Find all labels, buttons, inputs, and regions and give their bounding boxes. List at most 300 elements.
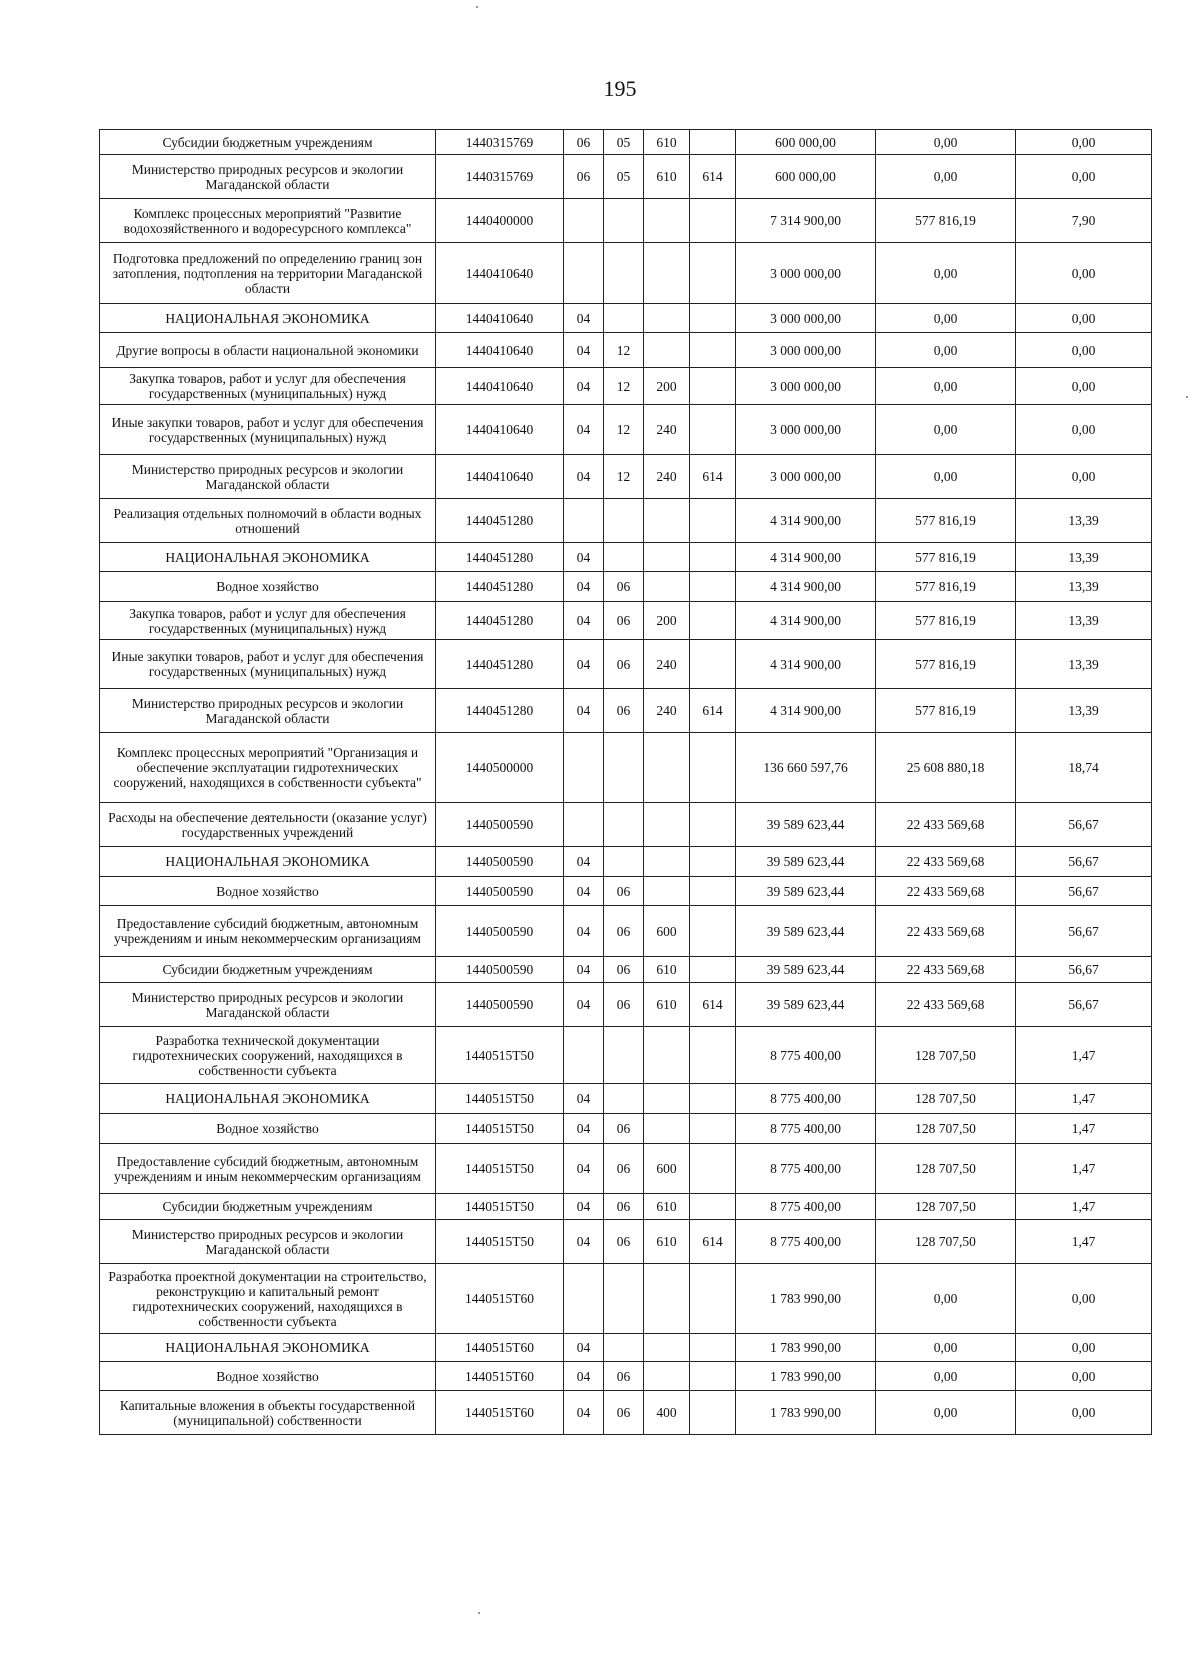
planned-amount: 8 775 400,00 [736, 1220, 876, 1264]
execution-percent: 0,00 [1016, 455, 1152, 499]
subsection-code [604, 1027, 644, 1084]
execution-percent: 56,67 [1016, 877, 1152, 906]
execution-percent: 1,47 [1016, 1144, 1152, 1194]
target-article-code: 1440451280 [436, 640, 564, 689]
expense-type-code [644, 877, 690, 906]
section-code: 04 [564, 957, 604, 983]
administrator-code [690, 368, 736, 405]
table-row [100, 1362, 1152, 1391]
execution-percent: 18,74 [1016, 733, 1152, 803]
table-row [100, 803, 1152, 847]
planned-amount: 3 000 000,00 [736, 243, 876, 304]
table-row [100, 602, 1152, 640]
planned-amount: 1 783 990,00 [736, 1391, 876, 1435]
subsection-code [604, 243, 644, 304]
subsection-code: 12 [604, 368, 644, 405]
section-code [564, 1264, 604, 1334]
scan-speck-side [1186, 396, 1188, 398]
execution-percent: 0,00 [1016, 1334, 1152, 1362]
execution-percent: 0,00 [1016, 405, 1152, 455]
planned-amount: 39 589 623,44 [736, 983, 876, 1027]
planned-amount: 4 314 900,00 [736, 543, 876, 572]
table-row [100, 983, 1152, 1027]
subsection-code: 06 [604, 1220, 644, 1264]
table-row [100, 1084, 1152, 1114]
executed-amount: 577 816,19 [876, 572, 1016, 602]
table-row [100, 1220, 1152, 1264]
expense-type-code [644, 333, 690, 368]
section-code: 04 [564, 640, 604, 689]
scan-speck-top [476, 6, 478, 8]
table-row [100, 199, 1152, 243]
target-article-code: 1440451280 [436, 602, 564, 640]
section-code: 04 [564, 1144, 604, 1194]
expense-type-code [644, 1264, 690, 1334]
target-article-code: 1440410640 [436, 455, 564, 499]
planned-amount: 136 660 597,76 [736, 733, 876, 803]
table-row [100, 572, 1152, 602]
target-article-code: 1440500590 [436, 877, 564, 906]
executed-amount: 0,00 [876, 1334, 1016, 1362]
target-article-code: 1440410640 [436, 243, 564, 304]
section-code: 04 [564, 333, 604, 368]
row-name: Другие вопросы в области национальной экономики [100, 333, 436, 368]
scan-speck-bottom [478, 1612, 480, 1614]
subsection-code: 12 [604, 405, 644, 455]
section-code: 04 [564, 368, 604, 405]
expense-type-code [644, 733, 690, 803]
target-article-code: 1440515T60 [436, 1264, 564, 1334]
section-code: 06 [564, 155, 604, 199]
planned-amount: 39 589 623,44 [736, 877, 876, 906]
table-row [100, 130, 1152, 155]
table-row [100, 1144, 1152, 1194]
executed-amount: 0,00 [876, 405, 1016, 455]
expense-type-code: 400 [644, 1391, 690, 1435]
section-code: 06 [564, 130, 604, 155]
row-name: Предоставление субсидий бюджетным, автономным учреждениям и иным некоммерческим организациям [100, 906, 436, 957]
subsection-code: 06 [604, 572, 644, 602]
executed-amount: 0,00 [876, 1264, 1016, 1334]
planned-amount: 1 783 990,00 [736, 1334, 876, 1362]
table-row [100, 368, 1152, 405]
row-name: Министерство природных ресурсов и экологии Магаданской области [100, 155, 436, 199]
target-article-code: 1440515T60 [436, 1362, 564, 1391]
executed-amount: 0,00 [876, 1391, 1016, 1435]
section-code [564, 1027, 604, 1084]
table-row [100, 455, 1152, 499]
administrator-code [690, 304, 736, 333]
administrator-code [690, 405, 736, 455]
subsection-code: 06 [604, 983, 644, 1027]
subsection-code [604, 1084, 644, 1114]
execution-percent: 0,00 [1016, 243, 1152, 304]
administrator-code [690, 602, 736, 640]
administrator-code: 614 [690, 689, 736, 733]
target-article-code: 1440515T50 [436, 1220, 564, 1264]
subsection-code [604, 1334, 644, 1362]
execution-percent: 13,39 [1016, 543, 1152, 572]
expense-type-code [644, 1362, 690, 1391]
planned-amount: 7 314 900,00 [736, 199, 876, 243]
expense-type-code [644, 304, 690, 333]
target-article-code: 1440315769 [436, 155, 564, 199]
executed-amount: 577 816,19 [876, 602, 1016, 640]
executed-amount: 0,00 [876, 333, 1016, 368]
expense-type-code: 200 [644, 602, 690, 640]
execution-percent: 0,00 [1016, 368, 1152, 405]
section-code: 04 [564, 906, 604, 957]
executed-amount: 128 707,50 [876, 1220, 1016, 1264]
expense-type-code [644, 847, 690, 877]
table-row [100, 333, 1152, 368]
executed-amount: 22 433 569,68 [876, 957, 1016, 983]
expense-type-code: 240 [644, 640, 690, 689]
administrator-code [690, 1084, 736, 1114]
execution-percent: 56,67 [1016, 803, 1152, 847]
execution-percent: 0,00 [1016, 1391, 1152, 1435]
subsection-code: 06 [604, 602, 644, 640]
row-name: Комплекс процессных мероприятий "Организация и обеспечение эксплуатации гидротехнических сооружений, находящихся в собственности субъекта" [100, 733, 436, 803]
section-code [564, 199, 604, 243]
row-name: Министерство природных ресурсов и экологии Магаданской области [100, 689, 436, 733]
planned-amount: 4 314 900,00 [736, 602, 876, 640]
execution-percent: 7,90 [1016, 199, 1152, 243]
administrator-code [690, 1391, 736, 1435]
executed-amount: 22 433 569,68 [876, 906, 1016, 957]
row-name: НАЦИОНАЛЬНАЯ ЭКОНОМИКА [100, 543, 436, 572]
administrator-code [690, 243, 736, 304]
executed-amount: 0,00 [876, 1362, 1016, 1391]
section-code: 04 [564, 983, 604, 1027]
executed-amount: 25 608 880,18 [876, 733, 1016, 803]
executed-amount: 128 707,50 [876, 1084, 1016, 1114]
row-name: НАЦИОНАЛЬНАЯ ЭКОНОМИКА [100, 847, 436, 877]
table-row [100, 155, 1152, 199]
subsection-code: 12 [604, 455, 644, 499]
subsection-code [604, 199, 644, 243]
expense-type-code [644, 499, 690, 543]
planned-amount: 39 589 623,44 [736, 803, 876, 847]
target-article-code: 1440410640 [436, 368, 564, 405]
executed-amount: 128 707,50 [876, 1114, 1016, 1144]
executed-amount: 577 816,19 [876, 199, 1016, 243]
row-name: Расходы на обеспечение деятельности (оказание услуг) государственных учреждений [100, 803, 436, 847]
target-article-code: 1440500590 [436, 957, 564, 983]
subsection-code: 06 [604, 1362, 644, 1391]
planned-amount: 8 775 400,00 [736, 1027, 876, 1084]
subsection-code [604, 803, 644, 847]
executed-amount: 22 433 569,68 [876, 803, 1016, 847]
target-article-code: 1440315769 [436, 130, 564, 155]
execution-percent: 0,00 [1016, 304, 1152, 333]
expense-type-code: 610 [644, 1194, 690, 1220]
administrator-code [690, 733, 736, 803]
row-name: НАЦИОНАЛЬНАЯ ЭКОНОМИКА [100, 304, 436, 333]
target-article-code: 1440515T50 [436, 1114, 564, 1144]
execution-percent: 13,39 [1016, 572, 1152, 602]
execution-percent: 0,00 [1016, 333, 1152, 368]
executed-amount: 22 433 569,68 [876, 847, 1016, 877]
expense-type-code [644, 543, 690, 572]
administrator-code [690, 333, 736, 368]
row-name: Иные закупки товаров, работ и услуг для обеспечения государственных (муниципальных) нужд [100, 405, 436, 455]
section-code: 04 [564, 689, 604, 733]
row-name: Министерство природных ресурсов и экологии Магаданской области [100, 1220, 436, 1264]
execution-percent: 1,47 [1016, 1194, 1152, 1220]
table-row [100, 957, 1152, 983]
section-code [564, 499, 604, 543]
target-article-code: 1440515T50 [436, 1027, 564, 1084]
row-name: Закупка товаров, работ и услуг для обеспечения государственных (муниципальных) нужд [100, 368, 436, 405]
subsection-code: 06 [604, 877, 644, 906]
subsection-code: 05 [604, 130, 644, 155]
row-name: НАЦИОНАЛЬНАЯ ЭКОНОМИКА [100, 1084, 436, 1114]
administrator-code [690, 572, 736, 602]
expense-type-code: 240 [644, 455, 690, 499]
table-row [100, 1114, 1152, 1144]
target-article-code: 1440515T50 [436, 1194, 564, 1220]
row-name: Водное хозяйство [100, 1114, 436, 1144]
section-code: 04 [564, 1362, 604, 1391]
executed-amount: 0,00 [876, 368, 1016, 405]
expense-type-code: 610 [644, 155, 690, 199]
subsection-code: 06 [604, 1114, 644, 1144]
expense-type-code [644, 1114, 690, 1144]
table-row [100, 877, 1152, 906]
expense-type-code: 240 [644, 689, 690, 733]
subsection-code [604, 733, 644, 803]
expense-type-code: 610 [644, 983, 690, 1027]
row-name: Разработка технической документации гидротехнических сооружений, находящихся в собственности субъекта [100, 1027, 436, 1084]
planned-amount: 3 000 000,00 [736, 405, 876, 455]
expense-type-code [644, 803, 690, 847]
planned-amount: 3 000 000,00 [736, 455, 876, 499]
planned-amount: 1 783 990,00 [736, 1264, 876, 1334]
execution-percent: 1,47 [1016, 1220, 1152, 1264]
row-name: Субсидии бюджетным учреждениям [100, 1194, 436, 1220]
executed-amount: 577 816,19 [876, 689, 1016, 733]
administrator-code: 614 [690, 1220, 736, 1264]
expense-type-code: 610 [644, 957, 690, 983]
target-article-code: 1440500590 [436, 906, 564, 957]
target-article-code: 1440515T50 [436, 1084, 564, 1114]
target-article-code: 1440515T60 [436, 1391, 564, 1435]
row-name: Комплекс процессных мероприятий "Развитие водохозяйственного и водоресурсного комплекса" [100, 199, 436, 243]
planned-amount: 600 000,00 [736, 130, 876, 155]
section-code: 04 [564, 1220, 604, 1264]
subsection-code [604, 847, 644, 877]
planned-amount: 4 314 900,00 [736, 640, 876, 689]
subsection-code: 06 [604, 689, 644, 733]
executed-amount: 0,00 [876, 455, 1016, 499]
expense-type-code [644, 243, 690, 304]
subsection-code [604, 543, 644, 572]
administrator-code [690, 906, 736, 957]
row-name: Министерство природных ресурсов и экологии Магаданской области [100, 455, 436, 499]
row-name: Реализация отдельных полномочий в области водных отношений [100, 499, 436, 543]
table-row [100, 689, 1152, 733]
target-article-code: 1440410640 [436, 333, 564, 368]
row-name: НАЦИОНАЛЬНАЯ ЭКОНОМИКА [100, 1334, 436, 1362]
execution-percent: 13,39 [1016, 640, 1152, 689]
table-row [100, 543, 1152, 572]
target-article-code: 1440451280 [436, 572, 564, 602]
execution-percent: 56,67 [1016, 847, 1152, 877]
administrator-code: 614 [690, 455, 736, 499]
executed-amount: 577 816,19 [876, 499, 1016, 543]
row-name: Подготовка предложений по определению границ зон затопления, подтопления на территории Магаданской области [100, 243, 436, 304]
section-code: 04 [564, 543, 604, 572]
executed-amount: 0,00 [876, 243, 1016, 304]
target-article-code: 1440410640 [436, 405, 564, 455]
target-article-code: 1440515T60 [436, 1334, 564, 1362]
administrator-code [690, 130, 736, 155]
section-code: 04 [564, 1194, 604, 1220]
row-name: Иные закупки товаров, работ и услуг для обеспечения государственных (муниципальных) нужд [100, 640, 436, 689]
expense-type-code [644, 1334, 690, 1362]
row-name: Капитальные вложения в объекты государственной (муниципальной) собственности [100, 1391, 436, 1435]
table-row [100, 1264, 1152, 1334]
target-article-code: 1440500590 [436, 983, 564, 1027]
row-name: Предоставление субсидий бюджетным, автономным учреждениям и иным некоммерческим организациям [100, 1144, 436, 1194]
planned-amount: 39 589 623,44 [736, 847, 876, 877]
executed-amount: 0,00 [876, 130, 1016, 155]
expense-type-code [644, 572, 690, 602]
subsection-code: 06 [604, 957, 644, 983]
table-row [100, 1027, 1152, 1084]
row-name: Водное хозяйство [100, 877, 436, 906]
execution-percent: 13,39 [1016, 602, 1152, 640]
table-row [100, 499, 1152, 543]
target-article-code: 1440451280 [436, 499, 564, 543]
table-row [100, 243, 1152, 304]
administrator-code [690, 499, 736, 543]
administrator-code [690, 199, 736, 243]
administrator-code [690, 877, 736, 906]
row-name: Разработка проектной документации на строительство, реконструкцию и капитальный ремонт гидротехнических сооружений, находящихся в собственности субъекта [100, 1264, 436, 1334]
executed-amount: 128 707,50 [876, 1194, 1016, 1220]
execution-percent: 0,00 [1016, 155, 1152, 199]
planned-amount: 8 775 400,00 [736, 1114, 876, 1144]
target-article-code: 1440410640 [436, 304, 564, 333]
table-row [100, 906, 1152, 957]
table-row [100, 304, 1152, 333]
expense-type-code: 240 [644, 405, 690, 455]
table-row [100, 1334, 1152, 1362]
executed-amount: 0,00 [876, 304, 1016, 333]
target-article-code: 1440500590 [436, 803, 564, 847]
administrator-code [690, 957, 736, 983]
execution-percent: 1,47 [1016, 1114, 1152, 1144]
target-article-code: 1440451280 [436, 543, 564, 572]
expense-type-code: 200 [644, 368, 690, 405]
row-name: Министерство природных ресурсов и экологии Магаданской области [100, 983, 436, 1027]
administrator-code [690, 1144, 736, 1194]
planned-amount: 39 589 623,44 [736, 957, 876, 983]
subsection-code [604, 304, 644, 333]
administrator-code [690, 1264, 736, 1334]
administrator-code [690, 640, 736, 689]
expense-type-code [644, 1084, 690, 1114]
section-code: 04 [564, 572, 604, 602]
subsection-code [604, 499, 644, 543]
expense-type-code [644, 1027, 690, 1084]
section-code: 04 [564, 1391, 604, 1435]
administrator-code [690, 1194, 736, 1220]
execution-percent: 56,67 [1016, 906, 1152, 957]
table-row [100, 1391, 1152, 1435]
subsection-code: 06 [604, 906, 644, 957]
planned-amount: 4 314 900,00 [736, 689, 876, 733]
executed-amount: 577 816,19 [876, 640, 1016, 689]
administrator-code [690, 847, 736, 877]
administrator-code: 614 [690, 983, 736, 1027]
administrator-code [690, 1362, 736, 1391]
expense-type-code: 610 [644, 1220, 690, 1264]
planned-amount: 600 000,00 [736, 155, 876, 199]
section-code: 04 [564, 1334, 604, 1362]
table-row [100, 1194, 1152, 1220]
executed-amount: 577 816,19 [876, 543, 1016, 572]
execution-percent: 0,00 [1016, 1264, 1152, 1334]
target-article-code: 1440500000 [436, 733, 564, 803]
section-code: 04 [564, 1084, 604, 1114]
planned-amount: 3 000 000,00 [736, 368, 876, 405]
administrator-code [690, 803, 736, 847]
subsection-code: 06 [604, 640, 644, 689]
execution-percent: 13,39 [1016, 499, 1152, 543]
planned-amount: 4 314 900,00 [736, 499, 876, 543]
planned-amount: 3 000 000,00 [736, 333, 876, 368]
table-row [100, 405, 1152, 455]
execution-percent: 0,00 [1016, 1362, 1152, 1391]
target-article-code: 1440400000 [436, 199, 564, 243]
subsection-code: 12 [604, 333, 644, 368]
planned-amount: 4 314 900,00 [736, 572, 876, 602]
section-code: 04 [564, 1114, 604, 1144]
section-code [564, 243, 604, 304]
execution-percent: 1,47 [1016, 1027, 1152, 1084]
administrator-code [690, 1334, 736, 1362]
expense-type-code: 600 [644, 1144, 690, 1194]
section-code: 04 [564, 877, 604, 906]
row-name: Водное хозяйство [100, 572, 436, 602]
expense-type-code: 600 [644, 906, 690, 957]
executed-amount: 22 433 569,68 [876, 983, 1016, 1027]
executed-amount: 128 707,50 [876, 1144, 1016, 1194]
subsection-code [604, 1264, 644, 1334]
table-row [100, 847, 1152, 877]
section-code [564, 733, 604, 803]
budget-table [99, 129, 1152, 1435]
execution-percent: 1,47 [1016, 1084, 1152, 1114]
execution-percent: 0,00 [1016, 130, 1152, 155]
subsection-code: 06 [604, 1194, 644, 1220]
target-article-code: 1440500590 [436, 847, 564, 877]
row-name: Водное хозяйство [100, 1362, 436, 1391]
planned-amount: 8 775 400,00 [736, 1144, 876, 1194]
section-code: 04 [564, 455, 604, 499]
administrator-code [690, 1027, 736, 1084]
row-name: Субсидии бюджетным учреждениям [100, 130, 436, 155]
section-code: 04 [564, 304, 604, 333]
administrator-code: 614 [690, 155, 736, 199]
expense-type-code [644, 199, 690, 243]
execution-percent: 56,67 [1016, 957, 1152, 983]
executed-amount: 0,00 [876, 155, 1016, 199]
page-number: 195 [603, 76, 637, 101]
